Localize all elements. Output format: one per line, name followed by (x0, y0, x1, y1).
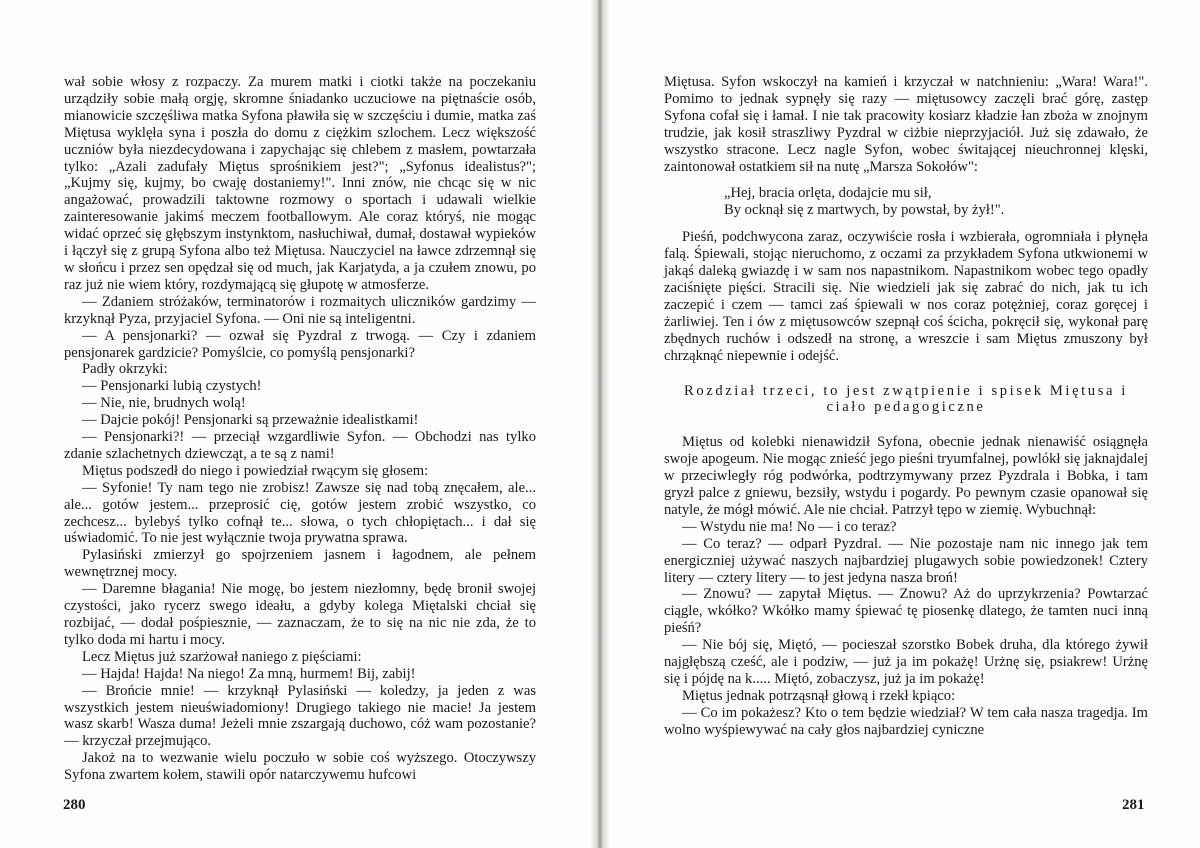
left-page-text (64, 74, 536, 784)
paragraph: Padły okrzyki: (82, 361, 168, 378)
page-number: 281 (1122, 797, 1145, 813)
verse (664, 185, 1148, 219)
paragraph: — Znowu? — zapytał Miętus. — Znowu? Aż do uprzykrzenia? Powtarzać ciągle, wkółko? Wkółko mamy śpiewać tę piosenkę dlatego, że tamten nuci inną pieśń? (664, 586, 1148, 637)
paragraph: — A pensjonarki? — ozwał się Pyzdral z trwogą. — Czy i zdaniem pensjonarek gardzicie? Pomyślcie, co pomyślą pensjonarki? (64, 327, 536, 361)
paragraph: — Hajda! Hajda! Na niego! Za mną, hurmem! Bij, zabij! (82, 665, 416, 682)
paragraph: Lecz Miętus już szarżował naniego z pięściami: (82, 648, 362, 665)
paragraph: — Daremne błagania! Nie mogę, bo jestem niezłomny, będę bronił swojej czystości, jako rycerz swego ideału, a gdyby kolega Miętalski chciał się rozbijać, — dodał pośpiesznie, — zaznaczam, że to się na nic nie zda, że to tylko doda mi hartu i mocy. (64, 581, 536, 648)
paragraph: wał sobie włosy z rozpaczy. Za murem matki i ciotki także na poczekaniu urządziły sobie małą orgję, skromne śniadanko uczuciowe na piętnaście osób, mianowicie szczęśliwa matka Syfona pławiła się w szczęściu i dumie, matka zaś Miętusa wyklęła syna i poszła do domu z ciężkim szlochem. Lecz większość uczniów była niezdecydowana i zapychając się chlebem z masłem, powtarzała tylko: „Azali zadufały Miętus sprośnikiem jest?"; „Syfonus idealistus?"; „Kujmy się, kujmy, bo cwaję dostaniemy!". Inni znów, nie chcąc się w nic angażować, prowadzili taktowne rozmowy o sportach i udawali wielkie zainteresowanie jakimś meczem footballowym. Ale coraz któryś, nie mogąc widać oprzeć się głębszym instynktom, nasłuchiwał, dumał, dostawał wypieków i łączył się z grupą Syfona albo też Miętusa. Nauczyciel na ławce zdrzemnął się w słońcu i przez sen opędzał się od much, jak Karjatyda, a ja czułem znowu, po raz już nie wiem który, rozdymającą się głupotę w atmosferze. (64, 74, 536, 293)
verse-line: By ocknął się z martwych, by powstał, by żył!". (724, 202, 1005, 219)
right-page (604, 0, 1200, 848)
paragraph: Miętus podszedł do niego i powiedział rwącym się głosem: (82, 462, 429, 479)
right-page-text (664, 74, 1148, 739)
paragraph: Miętus od kolebki nienawidził Syfona, obecnie jednak nienawiść osiągnęła swoje apogeum. Nie mogąc znieść jego pieśni tryumfalnej, powlókł się jaknajdalej w przeciwległy róg podwórka, podtrzymywany przez Pyzdrala i Bobka, i tam gryzł palce z gniewu, bezsiły, wstydu i pogardy. Po pewnym czasie opanował się natyle, że mógł mówić. Ale nie chciał. Patrzył tępo w ziemię. Wybuchnął: (664, 434, 1148, 518)
page-number: 280 (63, 797, 86, 813)
paragraph: Jakoż na to wezwanie wielu poczuło w sobie coś wyższego. Otoczywszy Syfona zwartem kołem, stawili opór natarczywemu hufcowi (64, 750, 536, 784)
paragraph: — Pensjonarki lubią czystych! (82, 378, 262, 395)
paragraph: Pieśń, podchwycona zaraz, oczywiście rosła i wzbierała, ogromniała i płynęła falą. Śpiewali, stojąc nieruchomo, z oczami za przykładem Syfona utkwionemi w jakąś daleką gwiazdę i w sam nos napastnikom. Napastnikom wobec tego opadły zaciśnięte pięści. Stracili się. Nie wiedzieli jak się zabrać do nich, jak tu ich zaczepić i czem — tamci zaś śpiewali w nos coraz potężniej, coraz goręcej i żarliwiej. Ten i ów z miętusowców szepnął coś ścicha, pokręcił się, wykonał parę zbędnych ruchów i odszedł na stronę, a wreszcie i sam Miętus zmuszony był chrząknąć niepewnie i odejść. (664, 229, 1148, 364)
paragraph: — Nie, nie, brudnych wolą! (82, 395, 246, 412)
paragraph: — Brońcie mnie! — krzyknął Pylasiński — koledzy, ja jeden z was wszystkich jestem nieuświadomiony! Drugiego takiego nie macie! Ja jestem wasz skarb! Wasza duma! Jeżeli mnie zszargają duchowo, cóż wam pozostanie? — krzyczał przejmująco. (64, 682, 536, 750)
paragraph: — Nie bój się, Miętó, — pocieszał szorstko Bobek druha, dla którego żywił najgłębszą cześć, ale i podziw, — już ja im pokażę! Urżnę się, psiakrew! Urżnę się i pójdę na k..... Miętó, zobaczysz, już ja im pokażę! (664, 637, 1148, 687)
paragraph: — Co teraz? — odparł Pyzdral. — Nie pozostaje nam nic innego jak tem energiczniej używać naszych najbardziej plugawych sobie powiedzonek! Cztery litery — cztery litery — to jest jedyna nasza broń! (664, 535, 1148, 586)
verse-line: „Hej, bracia orlęta, dodajcie mu sił, (724, 185, 932, 202)
paragraph: — Wstydu nie ma! No — i co teraz? (682, 518, 897, 535)
paragraph: — Pensjonarki?! — przeciął wzgardliwie Syfon. — Obchodzi nas tylko zdanie szlachetnych dziewcząt, a te są z nami! (64, 429, 536, 462)
left-page (0, 0, 596, 848)
paragraph: Miętus jednak potrząsnął głową i rzekł kpiąco: (682, 687, 956, 704)
paragraph: — Syfonie! Ty nam tego nie zrobisz! Zawsze się nad tobą znęcałem, ale... ale... gotów jestem... przeprosić cię, gotów jestem zrobić wszystko, co zechcesz... bylebyś tylko cofnął te... słowa, o tych chłopiętach... i dał się uświadomić. To nie jest wyłącznie twoja prywatna sprawa. (64, 479, 536, 547)
chapter-heading: Rozdział trzeci, to jest zwątpienie i spisek Miętusa i ciało pedagogiczne (684, 382, 1128, 416)
paragraph: Miętusa. Syfon wskoczył na kamień i krzyczał w natchnieniu: „Wara! Wara!". Pomimo to jednak sypnęły się razy — miętusowcy zaczęli brać górę, zastęp Syfona cofał się i łamał. I nie tak pracowity kosiarz kładzie łan zboża w znojnym trudzie, jak kosił straszliwy Pyzdral w ciżbie nieprzyjaciół. Już się zdawało, że wszystko stracone. Lecz nagle Syfon, wobec świtającej nieuchronnej klęski, zaintonował ostatkiem sił na nutę „Marsza Sokołów": (664, 74, 1148, 175)
paragraph: — Dajcie pokój! Pensjonarki są przeważnie idealistkami! (82, 412, 419, 429)
paragraph: — Co im pokażesz? Kto o tem będzie wiedział? W tem cała nasza tragedja. Im wolno wyśpiewywać na cały głos najbardziej cyniczne (664, 704, 1148, 738)
paragraph: Pylasiński zmierzył go spojrzeniem jasnem i łagodnem, ale pełnem wewnętrznej mocy. (64, 547, 536, 581)
paragraph: — Zdaniem stróżaków, terminatorów i rozmaitych uliczników gardzimy — krzyknął Pyza, przyjaciel Syfona. — Oni nie są inteligentni. (64, 293, 536, 327)
